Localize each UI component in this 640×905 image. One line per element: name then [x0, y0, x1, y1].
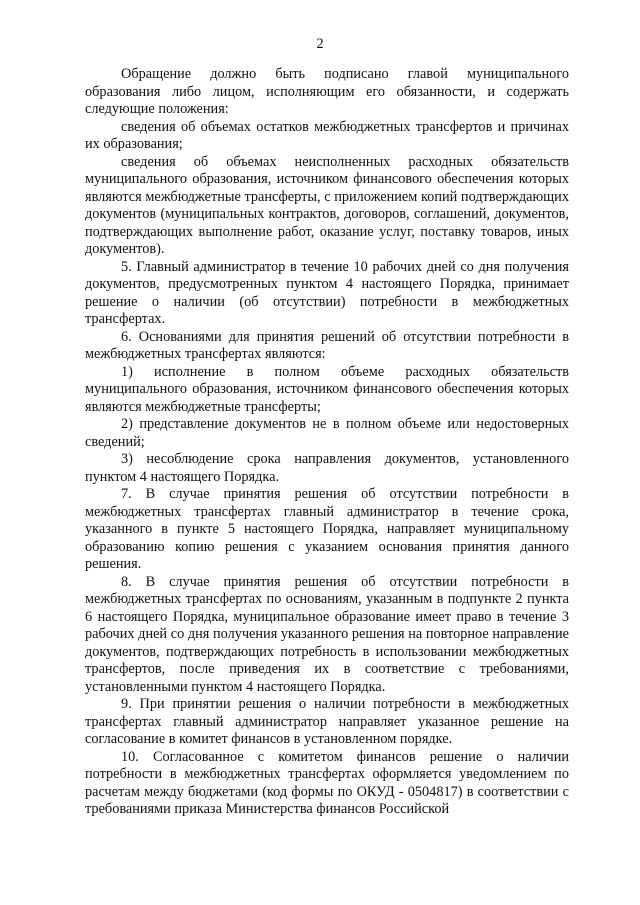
paragraph-item-8: 8. В случае принятия решения об отсутствии потребности в межбюджетных трансфертах по основаниям, указанным в подпункте 2 пункта 6 настоящего Порядка, муниципальное образование имеет право в течение 3 рабочих дней со дня получения указанного решения на повторное направление документов, подтверждающих потребность в использовании межбюджетных трансфертов, после приведения их в соответствие с требованиями, установленными пунктом 4 настоящего Порядка. [85, 573, 569, 695]
paragraph-item-5: 5. Главный администратор в течение 10 рабочих дней со дня получения документов, предусмотренных пунктом 4 настоящего Порядка, принимает решение о наличии (об отсутствии) потребности в межбюджетных трансфертах. [85, 258, 569, 327]
paragraph-item-7: 7. В случае принятия решения об отсутствии потребности в межбюджетных трансфертах главный администратор в течение срока, указанного в пункте 5 настоящего Порядка, направляет муниципальному образованию копию решения с указанием основания принятия данного решения. [85, 486, 569, 572]
paragraph-item-6-2: 2) представление документов не в полном объеме или недостоверных сведений; [85, 416, 569, 450]
paragraph-unfulfilled-obligations: сведения об объемах неисполненных расходных обязательств муниципального образования, источником финансового обеспечения которых являются межбюджетные трансферты, с приложением копий подтверждающих документов (муниципальных контрактов, договоров, соглашений, документов, подтверждающих выполнение работ, оказание услуг, поставку товаров, иных документов). [85, 153, 569, 257]
paragraph-item-6-1: 1) исполнение в полном объеме расходных обязательств муниципального образования, источником финансового обеспечения которых являются межбюджетные трансферты; [85, 363, 569, 415]
page-number: 2 [316, 36, 324, 52]
paragraph-balances-info: сведения об объемах остатков межбюджетных трансфертов и причинах их образования; [85, 118, 569, 152]
paragraph-appeal-requirements: Обращение должно быть подписано главой муниципального образования либо лицом, исполняющим его обязанности, и содержать следующие положения: [85, 66, 569, 117]
document-body [85, 66, 569, 819]
paragraph-item-6-3: 3) несоблюдение срока направления документов, установленного пунктом 4 настоящего Порядка. [85, 451, 569, 485]
paragraph-item-9: 9. При принятии решения о наличии потребности в межбюджетных трансфертах главный администратор направляет указанное решение на согласование в комитет финансов в установленном порядке. [85, 696, 569, 747]
paragraph-item-6: 6. Основаниями для принятия решений об отсутствии потребности в межбюджетных трансфертах являются: [85, 328, 569, 362]
paragraph-item-10: 10. Согласованное с комитетом финансов решение о наличии потребности в межбюджетных трансфертах оформляется уведомлением по расчетам между бюджетами (код формы по ОКУД - 0504817) в соответствии с требованиями приказа Министерства финансов Российской [85, 748, 569, 817]
